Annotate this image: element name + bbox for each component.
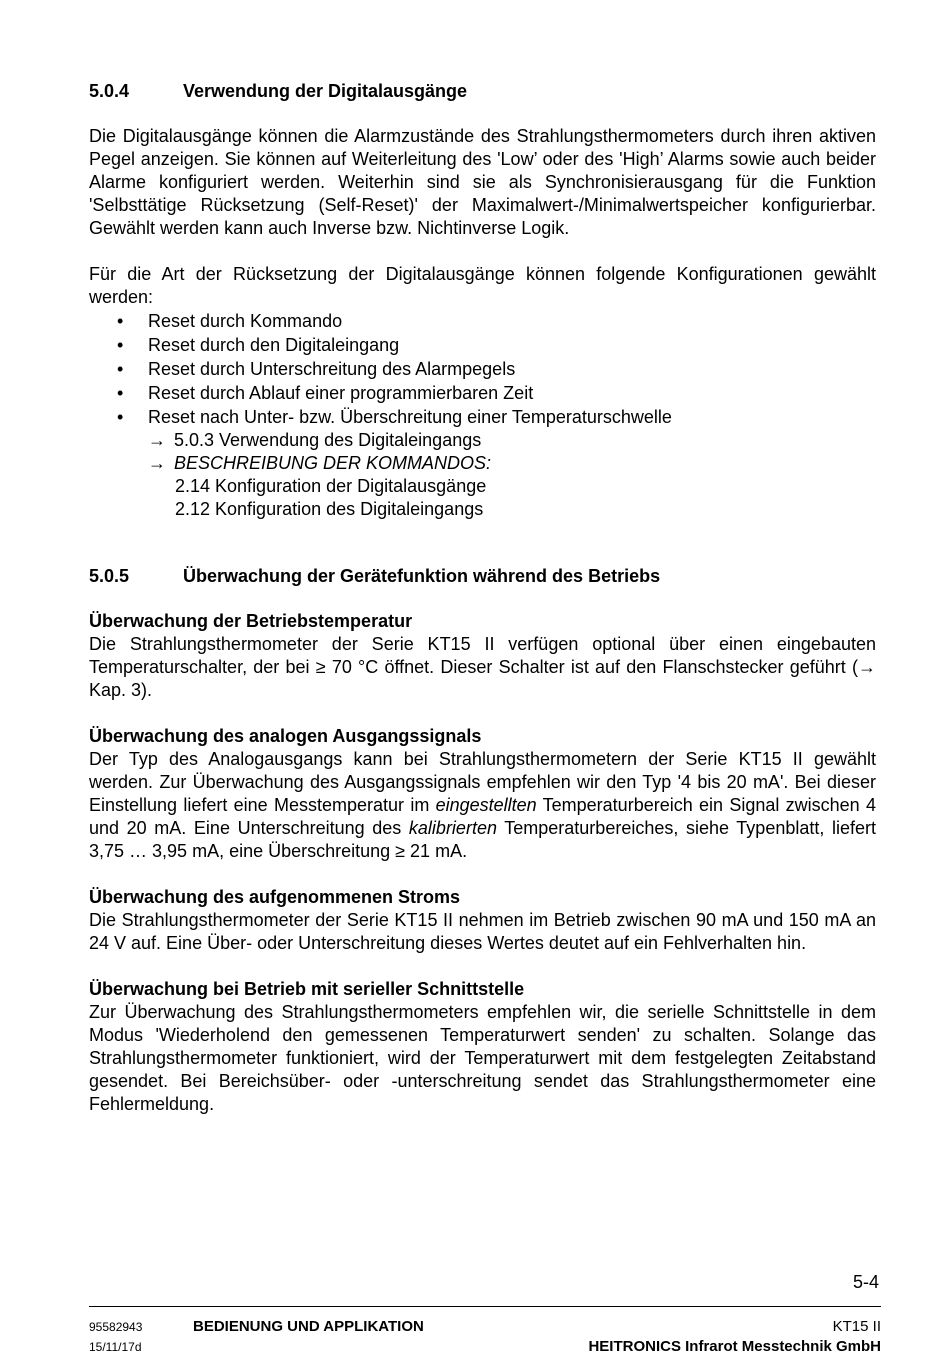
emphasis-text: eingestellten bbox=[435, 795, 537, 815]
page-number: 5-4 bbox=[852, 1272, 879, 1292]
paragraph bbox=[89, 748, 876, 863]
subsection-heading: Überwachung des aufgenommenen Stroms bbox=[89, 887, 461, 907]
product-name: KT15 II bbox=[832, 1318, 881, 1335]
section-number: 5.0.4 bbox=[89, 81, 130, 101]
list-item: • Reset durch Kommando bbox=[89, 309, 876, 333]
arrow-right-icon: → bbox=[148, 430, 166, 450]
paragraph: Die Strahlungsthermometer der Serie KT15 II nehmen im Betrieb zwischen 90 mA und 150 mA an 24 V auf. Eine Über- oder Unterschreitung dieses Wertes deutet auf ein Fehlverhalten hin. bbox=[89, 910, 876, 953]
emphasis-text: kalibrierten bbox=[408, 818, 497, 838]
cross-reference bbox=[89, 452, 876, 475]
list-item: • Reset durch Unterschreitung des Alarmpegels bbox=[89, 357, 876, 381]
document-code: 95582943 bbox=[89, 1320, 143, 1334]
paragraph-text: Temperaturbereiches, siehe Typenblatt, liefert 3,75 … 3,95 mA, eine Überschreitung ≥ 21 mA. bbox=[89, 818, 877, 861]
footer-divider bbox=[89, 1306, 881, 1307]
paragraph-text: Die Strahlungsthermometer der Serie KT15 II verfügen optional über einen eingebauten Temperaturschalter, der bei ≥ 70 °C öffnet. Dieser Schalter ist auf den Flanschstecker geführt ( bbox=[89, 634, 876, 677]
paragraph: Die Digitalausgänge können die Alarmzustände des Strahlungsthermometers durch ihren aktiven Pegel anzeigen. Sie können auf Weiterleitung des 'Low’ oder des 'High’ Alarms sowie auch beider Alarme konfiguriert werden. Weiterhin sind sie als Synchronisierausgang für die Funktion 'Selbsttätige Rücksetzung (Self-Reset)' der Maximalwert-/Minimalwertspeicher konfigurierbar. Gewählt werden kann auch Inverse bzw. Nichtinverse Logik. bbox=[89, 126, 876, 238]
arrow-right-icon: → bbox=[858, 657, 876, 677]
company-name: HEITRONICS Infrarot Messtechnik GmbH bbox=[588, 1338, 881, 1355]
list-item: • Reset nach Unter- bzw. Überschreitung einer Temperaturschwelle bbox=[89, 405, 876, 429]
paragraph: Für die Art der Rücksetzung der Digitalausgänge können folgende Konfigurationen gewählt werden: bbox=[89, 264, 876, 307]
reset-options-list bbox=[89, 309, 876, 429]
document-date: 15/11/17d bbox=[89, 1340, 142, 1354]
section-title: Überwachung der Gerätefunktion während des Betriebs bbox=[183, 566, 661, 586]
subsection-heading: Überwachung des analogen Ausgangssignals bbox=[89, 726, 482, 746]
cross-reference-text: 2.12 Konfiguration des Digitaleingangs bbox=[175, 499, 484, 519]
cross-reference bbox=[89, 429, 876, 452]
subsection-heading: Überwachung bei Betrieb mit serieller Schnittstelle bbox=[89, 979, 525, 999]
footer-title: BEDIENUNG UND APPLIKATION bbox=[193, 1318, 424, 1335]
section-number: 5.0.5 bbox=[89, 566, 130, 586]
section-title: Verwendung der Digitalausgänge bbox=[183, 81, 468, 101]
list-item: • Reset durch Ablauf einer programmierbaren Zeit bbox=[89, 381, 876, 405]
section-heading-5-0-4 bbox=[89, 80, 876, 102]
cross-reference-text: 2.14 Konfiguration der Digitalausgänge bbox=[175, 476, 487, 496]
list-item: • Reset durch den Digitaleingang bbox=[89, 333, 876, 357]
page-footer bbox=[89, 1318, 881, 1358]
section-heading-5-0-5 bbox=[89, 565, 876, 587]
page-body bbox=[89, 80, 876, 1116]
subsection-heading: Überwachung der Betriebstemperatur bbox=[89, 611, 413, 631]
paragraph: Zur Überwachung des Strahlungsthermometers empfehlen wir, die serielle Schnittstelle in dem Modus 'Wiederholend den gemessenen Temperaturwert senden' zu schalten. Solange das Strahlungsthermometer funktioniert, wird der Temperaturwert mit dem festgelegten Zeitabstand gesendet. Bei Bereichsüber- oder -unterschreitung sendet das Strahlungsthermometer eine Fehlermeldung. bbox=[89, 1002, 876, 1114]
cross-reference-text: 5.0.3 Verwendung des Digitaleingangs bbox=[174, 430, 482, 450]
arrow-right-icon: → bbox=[148, 453, 166, 473]
paragraph-text: Temperaturbereich ein Signal zwischen 4 und 20 mA. Eine Unterschreitung des bbox=[89, 795, 876, 838]
paragraph bbox=[89, 633, 876, 702]
paragraph-text: Kap. 3). bbox=[89, 680, 153, 700]
cross-reference-text: BESCHREIBUNG DER KOMMANDOS: bbox=[174, 453, 492, 473]
paragraph-text: Der Typ des Analogausgangs kann bei Strahlungsthermometern der Serie KT15 II gewählt werden. Zur Überwachung des Ausgangssignals empfehlen wir den Typ '4 bis 20 mA'. Bei dieser Einstellung liefert eine Messtemperatur im bbox=[89, 749, 876, 815]
